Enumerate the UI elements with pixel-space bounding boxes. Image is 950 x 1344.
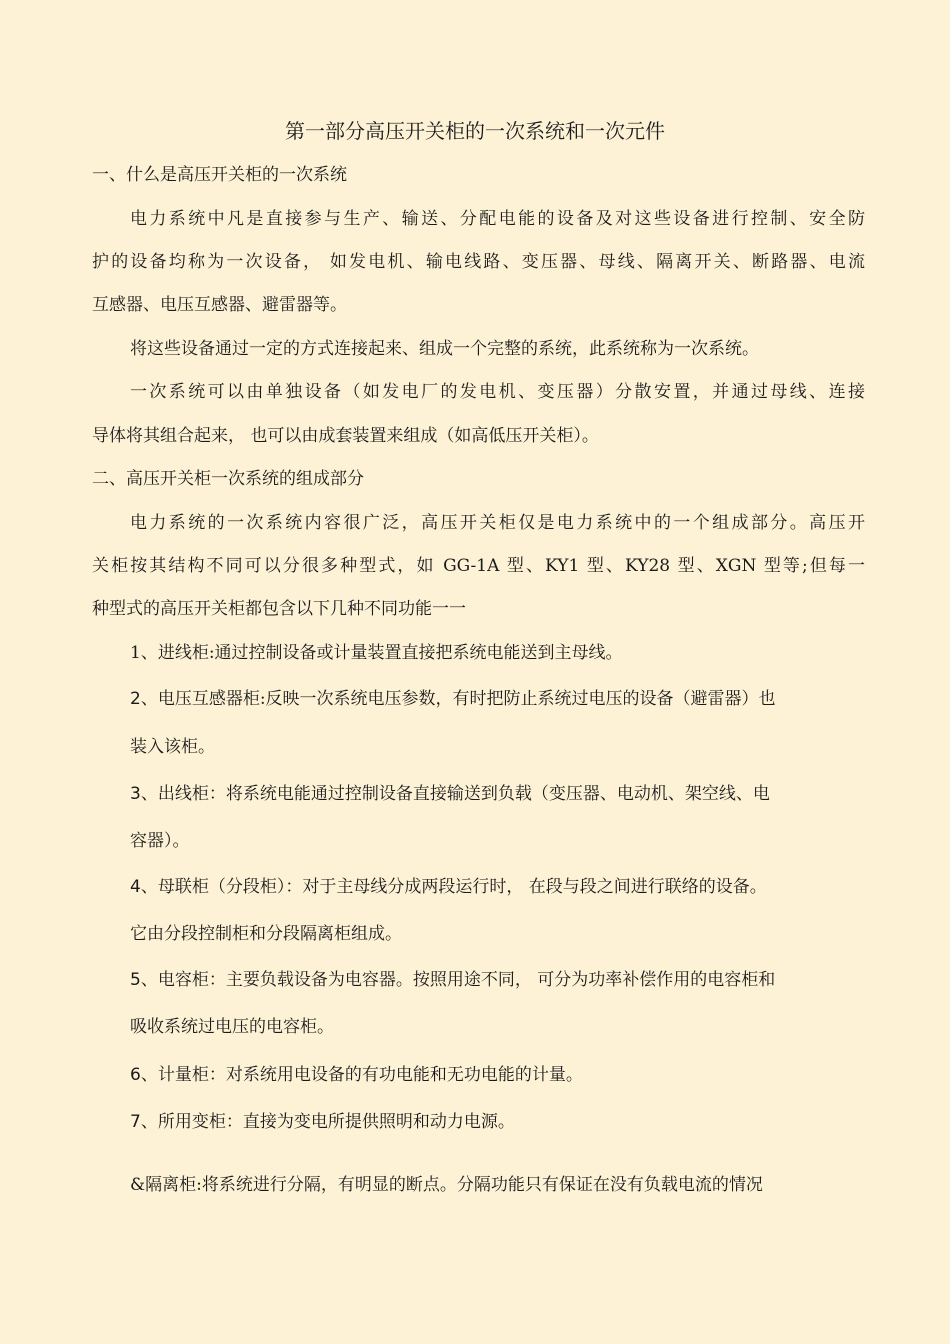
list-item <box>130 876 767 898</box>
list-item-text: 、进线柜:通过控制设备或计量装置直接把系统电能送到主母线。 <box>140 643 623 663</box>
list-item-number: 3 <box>130 784 141 804</box>
list-item-continuation: 吸收系统过电压的电容柜。 <box>130 1017 334 1037</box>
list-item <box>130 688 776 710</box>
paragraph-line: 电力系统的一次系统内容很广泛，高压开关柜仅是电力系统中的一个组成部分。高压开 <box>130 513 865 533</box>
list-item-number: 4 <box>130 877 141 897</box>
list-item-text: 、母联柜（分段柜）：对于主母线分成两段运行时， 在段与段之间进行联络的设备。 <box>140 877 767 897</box>
paragraph-line: 互感器、电压互感器、避雷器等。 <box>92 295 347 315</box>
paragraph-line: 电力系统中凡是直接参与生产、输送、分配电能的设备及对这些设备进行控制、安全防 <box>130 209 865 229</box>
list-item-text: 、电压互感器柜:反映一次系统电压参数，有时把防止系统过电压的设备（避雷器）也 <box>140 689 776 709</box>
list-item-text: 、计量柜：对系统用电设备的有功电能和无功电能的计量。 <box>140 1065 583 1085</box>
list-item-number: 1 <box>130 643 141 663</box>
list-item-text: 、出线柜：将系统电能通过控制设备直接输送到负载（变压器、电动机、架空线、电 <box>140 784 770 804</box>
list-item-number: 2 <box>130 689 141 709</box>
paragraph-line: 导体将其组合起来， 也可以由成套装置来组成（如高低压开关柜）。 <box>92 426 599 446</box>
list-item <box>130 642 623 664</box>
paragraph-line: 一次系统可以由单独设备（如发电厂的发电机、变压器）分散安置，并通过母线、连接 <box>130 382 865 402</box>
paragraph-line: 关柜按其结构不同可以分很多种型式，如 GG-1A 型、KY1 型、KY28 型、XGN 型等;但每一 <box>92 556 865 576</box>
section-heading-1: 一、什么是高压开关柜的一次系统 <box>92 165 347 185</box>
list-item-number: 6 <box>130 1065 141 1085</box>
list-item <box>130 1174 763 1196</box>
paragraph-line: 将这些设备通过一定的方式连接起来、组成一个完整的系统，此系统称为一次系统。 <box>130 339 759 359</box>
list-item <box>130 969 775 991</box>
list-item-text: 隔离柜:将系统进行分隔，有明显的断点。分隔功能只有保证在没有负载电流的情况 <box>145 1175 763 1195</box>
paragraph-line: 种型式的高压开关柜都包含以下几种不同功能一一 <box>92 599 466 619</box>
list-item-continuation: 装入该柜。 <box>130 737 215 757</box>
list-item-text: 、所用变柜：直接为变电所提供照明和动力电源。 <box>140 1112 515 1132</box>
list-item-continuation: 容器）。 <box>130 831 190 851</box>
list-item-continuation: 它由分段控制柜和分段隔离柜组成。 <box>130 924 402 944</box>
list-item <box>130 1064 583 1086</box>
section-heading-2: 二、高压开关柜一次系统的组成部分 <box>92 469 364 489</box>
page-title: 第一部分高压开关柜的一次系统和一次元件 <box>285 119 665 143</box>
list-item <box>130 783 770 805</box>
list-item-text: 、电容柜：主要负载设备为电容器。按照用途不同， 可分为功率补偿作用的电容柜和 <box>140 970 776 990</box>
list-item-number: 5 <box>130 970 141 990</box>
list-item-number: 7 <box>130 1112 141 1132</box>
list-item <box>130 1111 515 1133</box>
paragraph-line: 护的设备均称为一次设备， 如发电机、输电线路、变压器、母线、隔离开关、断路器、电流 <box>92 252 865 272</box>
list-item-number: & <box>130 1175 146 1195</box>
